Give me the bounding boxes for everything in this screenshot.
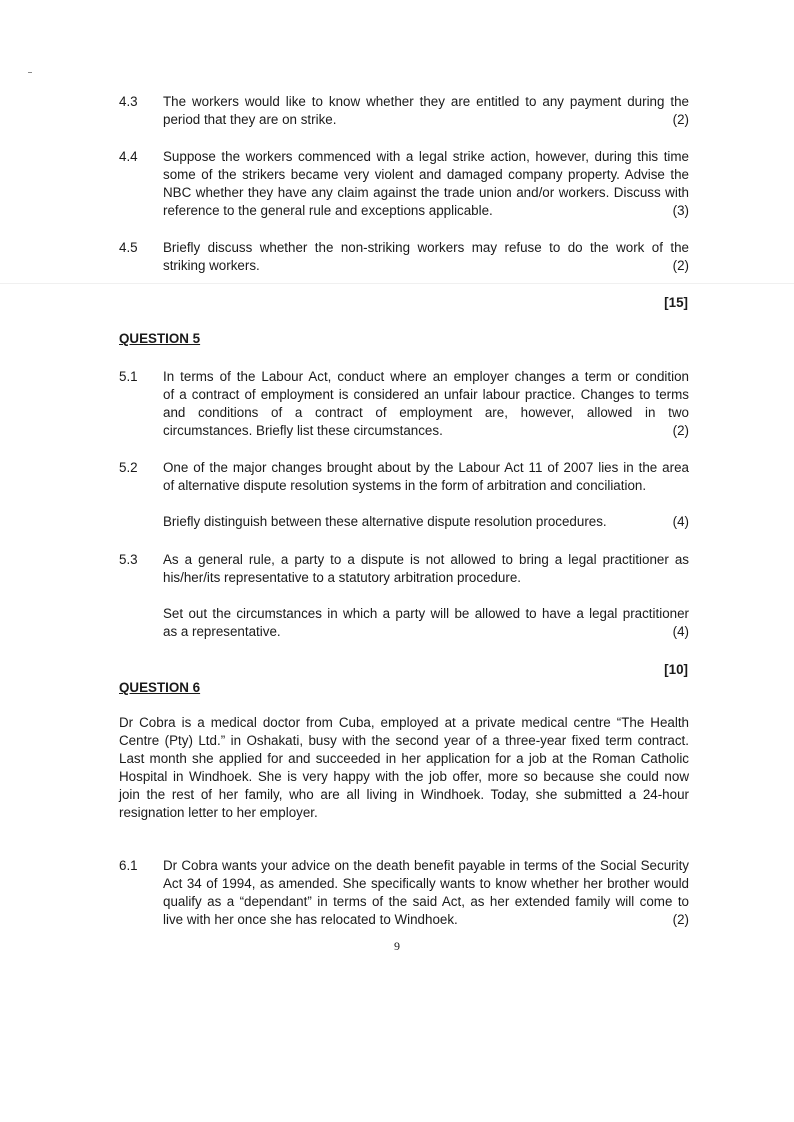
mark-allocation: (4) — [672, 514, 689, 529]
question-text — [163, 239, 689, 275]
text-line: Briefly discuss whether the non-striking workers may refuse to do the work of the — [163, 240, 689, 255]
text-line: One of the major changes brought about by the Labour Act 11 of 2007 lies in the area — [163, 460, 689, 475]
text-line: Act 34 of 1994, as amended. She specifically wants to know whether her brother would — [163, 876, 689, 891]
question-text — [163, 148, 689, 220]
text-line-last — [163, 623, 689, 641]
text-line: of a contract of employment is considered an unfair labour practice. Changes to terms — [163, 387, 689, 402]
question-number: 5.3 — [119, 552, 138, 567]
text-line: reference to the general rule and exceptions applicable. — [163, 203, 493, 218]
question-6-heading: QUESTION 6 — [119, 680, 201, 695]
text-line: live with her once she has relocated to Windhoek. — [163, 912, 458, 927]
text-line: Suppose the workers commenced with a legal strike action, however, during this time — [163, 149, 689, 164]
question-number: 5.2 — [119, 460, 138, 475]
question-6-scenario — [119, 714, 689, 822]
question-text — [163, 459, 689, 531]
text-line: Hospital in Windhoek. She is very happy with the job offer, more so because she could now — [119, 769, 689, 784]
mark-allocation: (2) — [672, 112, 689, 127]
text-line: resignation letter to her employer. — [119, 805, 318, 820]
question-number: 6.1 — [119, 858, 138, 873]
text-line-last — [163, 422, 689, 440]
text-line: of alternative dispute resolution systems in the form of arbitration and conciliation. — [163, 478, 647, 493]
question-number: 4.4 — [119, 149, 138, 164]
text-line-last — [163, 911, 689, 929]
text-line: The workers would like to know whether they are entitled to any payment during the — [163, 94, 689, 109]
text-line: As a general rule, a party to a dispute is not allowed to bring a legal practitioner as — [163, 552, 689, 567]
question-text — [163, 368, 689, 440]
text-line: Dr Cobra is a medical doctor from Cuba, employed at a private medical centre “The Health — [119, 715, 689, 730]
question-text — [163, 93, 689, 129]
mark-allocation: (3) — [672, 203, 689, 218]
question-text — [163, 551, 689, 641]
question-number: 4.3 — [119, 94, 138, 109]
text-line: striking workers. — [163, 258, 260, 273]
text-line: qualify as a “dependant” in terms of the said Act, as her extended family will come to — [163, 894, 689, 909]
text-line: and conditions of a contract of employment are, however, allowed in two — [163, 405, 689, 420]
text-line: NBC whether they have any claim against the trade union and/or workers. Discuss with — [163, 185, 689, 200]
text-line: some of the strikers became very violent and damaged company property. Advise the — [163, 167, 689, 182]
mark-allocation: (4) — [672, 624, 689, 639]
scan-mark — [28, 72, 32, 73]
question-number: 5.1 — [119, 369, 138, 384]
text-line-last — [163, 111, 689, 129]
text-line: In terms of the Labour Act, conduct where an employer changes a term or condition — [163, 369, 689, 384]
text-line: join the rest of her family, who are all living in Windhoek. Today, she submitted a 24-hour — [119, 787, 689, 802]
question-5-heading: QUESTION 5 — [119, 331, 201, 346]
text-line: circumstances. Briefly list these circumstances. — [163, 423, 443, 438]
text-line: Briefly distinguish between these alternative dispute resolution procedures. — [163, 514, 607, 529]
mark-allocation: (2) — [672, 912, 689, 927]
page-number: 9 — [394, 939, 400, 953]
text-line: Dr Cobra wants your advice on the death benefit payable in terms of the Social Security — [163, 858, 689, 873]
text-line: Set out the circumstances in which a party will be allowed to have a legal practitioner — [163, 606, 689, 621]
question-5-total: [10] — [664, 662, 688, 677]
text-line: his/her/its representative to a statutory arbitration procedure. — [163, 570, 522, 585]
text-line: period that they are on strike. — [163, 112, 337, 127]
question-text — [163, 857, 689, 929]
text-line: Centre (Pty) Ltd.” in Oshakati, busy with the second year of a three-year fixed term contract. — [119, 733, 689, 748]
question-number: 4.5 — [119, 240, 138, 255]
text-line-last — [163, 202, 689, 220]
question-4-total: [15] — [664, 295, 688, 310]
text-line-last — [163, 257, 689, 275]
mark-allocation: (2) — [672, 258, 689, 273]
text-line: as a representative. — [163, 624, 281, 639]
text-line-last — [163, 513, 689, 531]
scan-line — [0, 283, 794, 284]
mark-allocation: (2) — [672, 423, 689, 438]
text-line: Last month she applied for and succeeded in her application for a job at the Roman Catholic — [119, 751, 689, 766]
